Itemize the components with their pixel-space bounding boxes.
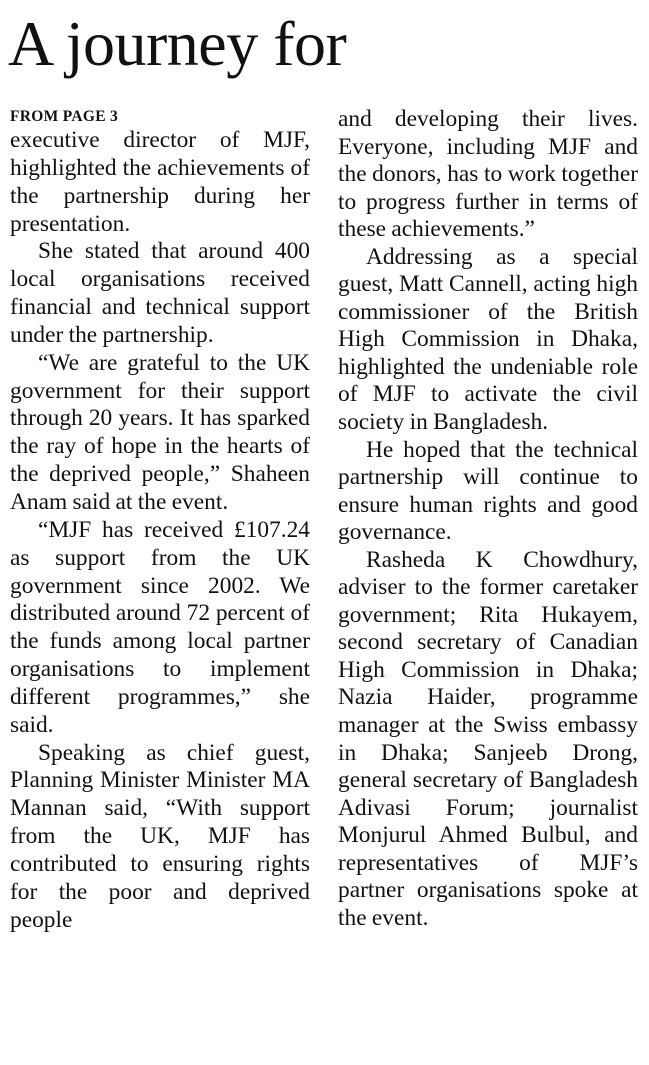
paragraph-4: “MJF has received £107.24 as support from the UK government since 2002. We distributed around 72 percent of the funds among local partner organisations to implement different programmes,” she said. [10, 516, 310, 738]
paragraph-6: and developing their lives. Everyone, including MJF and the donors, has to work together to progress further in terms of these achievements.” [338, 106, 638, 243]
paragraph-3: “We are grateful to the UK government for their support through 20 years. It has sparked the ray of hope in the hearts of the deprived people,” Shaheen Anam said at the event. [10, 349, 310, 515]
paragraph-7: Addressing as a special guest, Matt Cannell, acting high commissioner of the British High Commission in Dhaka, highlighted the undeniable role of MJF to activate the civil society in Bangladesh. [338, 243, 638, 436]
article-column-left [10, 106, 310, 934]
paragraph-8: He hoped that the technical partnership will continue to ensure human rights and good governance. [338, 436, 638, 546]
article-headline: A journey for [8, 8, 347, 79]
paragraph-9: Rasheda K Chowdhury, adviser to the former caretaker government; Rita Hukayem, second secretary of Canadian High Commission in Dhaka; Nazia Haider, programme manager at the Swiss embassy in Dhaka; Sanjeeb Drong, general secretary of Bangladesh Adivasi Forum; journalist Monjurul Ahmed Bulbul, and representatives of MJF’s partner organisations spoke at the event. [338, 546, 638, 931]
paragraph-1: executive director of MJF, highlighted the achievements of the partnership during her presentation. [10, 127, 310, 237]
paragraph-5: Speaking as chief guest, Planning Minister Minister MA Mannan said, “With support from the UK, MJF has contributed to ensuring rights for the poor and deprived people [10, 739, 310, 933]
jump-line-label: FROM PAGE 3 [10, 108, 119, 125]
article-column-right [338, 106, 638, 932]
paragraph-2: She stated that around 400 local organisations received financial and technical support under the partnership. [10, 238, 310, 348]
